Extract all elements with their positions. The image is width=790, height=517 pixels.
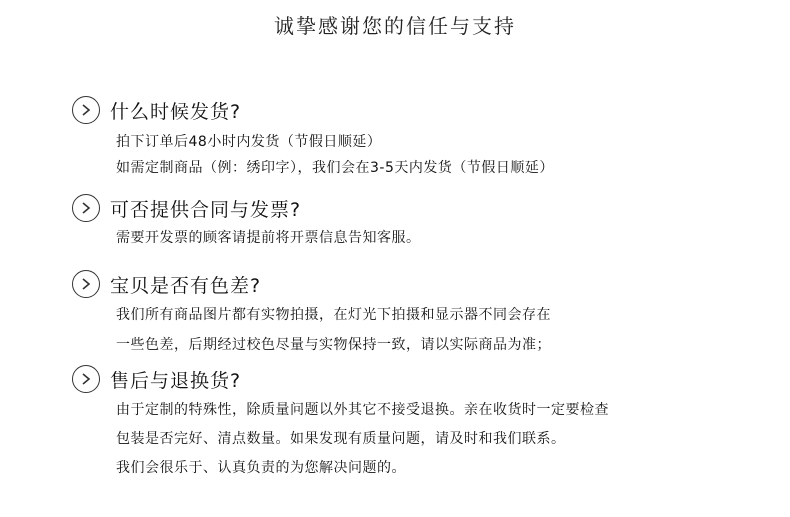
faq-answer-line: 拍下订单后48小时内发货（节假日顺延） [116, 134, 382, 150]
faq-heading [72, 194, 772, 224]
page-title: 诚挚感谢您的信任与支持 [274, 14, 516, 38]
chevron-right-icon [72, 194, 100, 222]
faq-section-shipping [72, 96, 772, 181]
faq-question: 可否提供合同与发票? [110, 199, 302, 221]
chevron-right-icon [72, 270, 100, 298]
chevron-right-icon [72, 96, 100, 124]
faq-answer-line: 如需定制商品（例：绣印字），我们会在3-5天内发货（节假日顺延） [116, 160, 554, 176]
faq-section-color [72, 270, 772, 360]
faq-section-invoice [72, 194, 772, 251]
faq-answer [72, 129, 772, 181]
faq-answer [72, 396, 772, 483]
chevron-right-icon [72, 365, 100, 393]
faq-heading [72, 96, 772, 126]
faq-section-returns [72, 365, 772, 483]
faq-answer-line: 我们所有商品图片都有实物拍摄，在灯光下拍摄和显示器不同会存在 [116, 307, 551, 323]
faq-answer-line: 需要开发票的顾客请提前将开票信息告知客服。 [116, 230, 421, 246]
faq-question: 售后与退换货? [110, 370, 242, 392]
faq-heading [72, 365, 772, 395]
faq-answer-line: 一些色差，后期经过校色尽量与实物保持一致，请以实际商品为准； [116, 337, 551, 353]
faq-answer [72, 225, 772, 251]
faq-question: 宝贝是否有色差? [110, 275, 262, 297]
faq-answer-line: 包装是否完好、清点数量。如果发现有质量问题，请及时和我们联系。 [116, 431, 566, 447]
faq-answer [72, 300, 772, 360]
faq-answer-line: 我们会很乐于、认真负责的为您解决问题的。 [116, 460, 406, 476]
faq-heading [72, 270, 772, 300]
faq-question: 什么时候发货? [110, 101, 242, 123]
faq-answer-line: 由于定制的特殊性，除质量问题以外其它不接受退换。亲在收货时一定要检查 [116, 402, 609, 418]
